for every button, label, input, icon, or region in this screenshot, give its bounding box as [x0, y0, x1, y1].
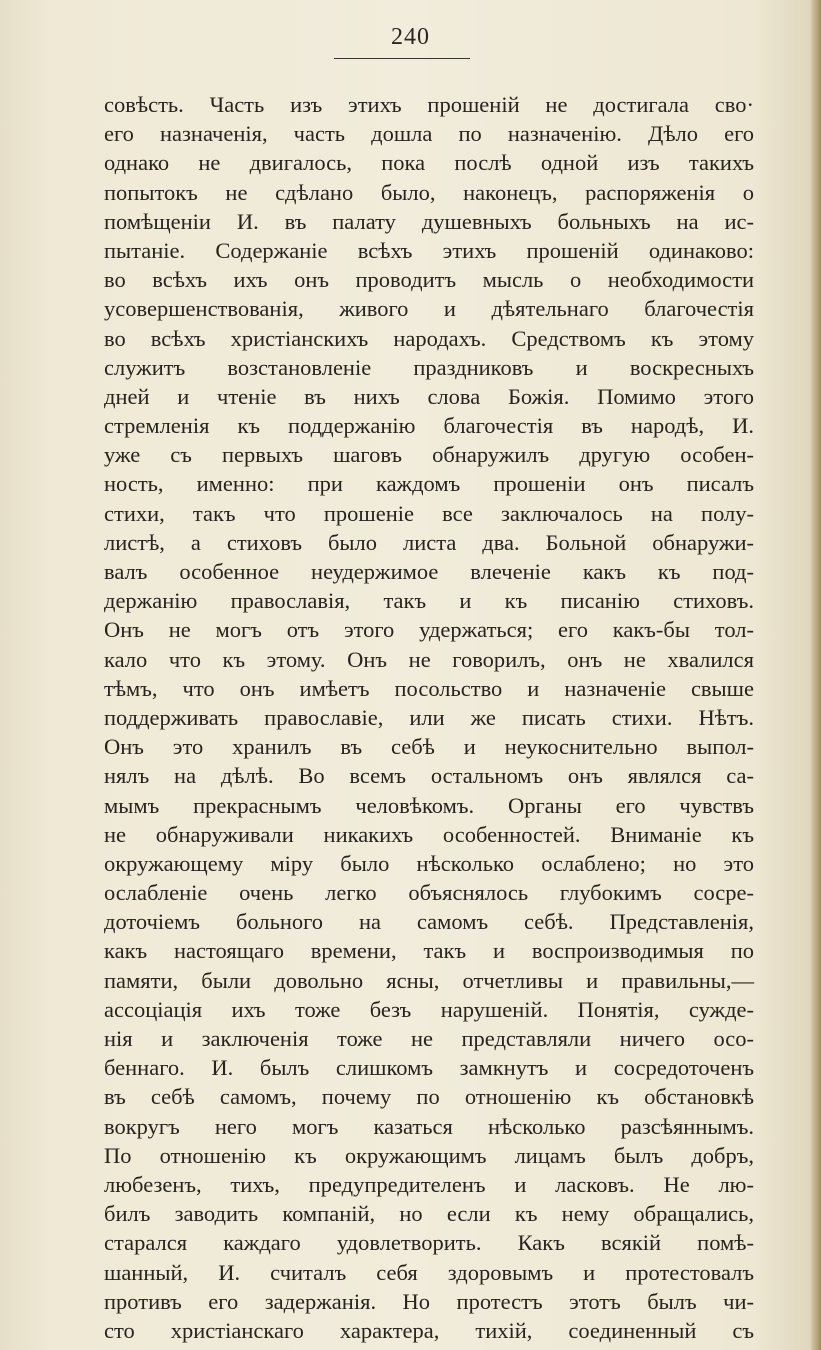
- text-line: во всѣхъ ихъ онъ проводитъ мысль о необходимости: [104, 267, 754, 293]
- body-text: [104, 90, 754, 1345]
- text-line: тѣмъ, что онъ имѣетъ посольство и назначенiе свыше: [104, 675, 754, 701]
- text-line: нялъ на дѣлѣ. Во всемъ остальномъ онъ являлся са-: [104, 763, 754, 789]
- text-line: совѣсть. Часть изъ этихъ прошенiй не достигала сво·: [104, 92, 754, 117]
- text-line: помѣщенiи И. въ палату душевныхъ больныхъ на ис-: [104, 208, 754, 234]
- header-rule: [334, 58, 470, 59]
- text-line: окружающему мiру было нѣсколько ослаблено; но это: [104, 850, 754, 876]
- text-line: мымъ прекраснымъ человѣкомъ. Органы его чувствъ: [104, 792, 754, 818]
- page-number: 240: [391, 24, 430, 50]
- text-line: пытанiе. Содержанiе всѣхъ этихъ прошенiй одинаково:: [104, 237, 754, 263]
- text-line: какъ настоящаго времени, такъ и воспроизводимыя по: [104, 938, 754, 964]
- text-line: кало что къ этому. Онъ не говорилъ, онъ не хвалился: [104, 646, 754, 672]
- text-line: дней и чтенiе въ нихъ слова Божiя. Помимо этого: [104, 383, 754, 409]
- text-line: По отношенiю къ окружающимъ лицамъ былъ добръ,: [104, 1142, 754, 1168]
- text-line: валъ особенное неудержимое влеченiе какъ къ под-: [104, 559, 754, 584]
- text-line: памяти, были довольно ясны, отчетливы и правильны,—: [104, 967, 754, 993]
- text-line: доточiемъ больного на самомъ себѣ. Представленiя,: [104, 909, 754, 935]
- text-line: служитъ возстановленiе праздниковъ и воскресныхъ: [104, 354, 754, 380]
- text-line: билъ заводить компанiй, но если къ нему обращались,: [104, 1201, 754, 1227]
- text-line: усовершенствованiя, живого и дѣятельнаго благочестiя: [104, 296, 754, 322]
- text-line: стихи, такъ что прошенiе все заключалось на полу-: [104, 500, 754, 526]
- text-line: Онъ не могъ отъ этого удержаться; его какъ-бы тол-: [104, 617, 754, 643]
- text-line: поддерживать православiе, или же писать стихи. Нѣтъ.: [104, 704, 754, 730]
- text-line: листѣ, а стиховъ было листа два. Больной обнаружи-: [104, 529, 754, 555]
- text-line: ослабленiе очень легко объяснялось глубокимъ сосре-: [104, 880, 754, 906]
- text-line: беннаго. И. былъ слишкомъ замкнутъ и сосредоточенъ: [104, 1055, 754, 1081]
- text-line: Онъ это хранилъ въ себѣ и неукоснительно выпол-: [104, 734, 754, 760]
- text-line: попытокъ не сдѣлано было, наконецъ, распоряженiя о: [104, 179, 754, 205]
- text-line: шанный, И. считалъ себя здоровымъ и протестовалъ: [104, 1259, 754, 1285]
- text-line: въ себѣ самомъ, почему по отношенiю къ обстановкѣ: [104, 1084, 754, 1110]
- text-line: не обнаруживали никакихъ особенностей. Вниманiе къ: [104, 821, 754, 847]
- text-line: ность, именно: при каждомъ прошенiи онъ писалъ: [104, 471, 754, 497]
- text-line: вокругъ него могъ казаться нѣсколько разсѣяннымъ.: [104, 1113, 754, 1139]
- text-line: ассоцiацiя ихъ тоже безъ нарушенiй. Понятiя, сужде-: [104, 996, 754, 1022]
- text-line: старался каждаго удовлетворить. Какъ всякiй помѣ-: [104, 1230, 754, 1256]
- text-line: однако не двигалось, пока послѣ одной изъ такихъ: [104, 150, 754, 176]
- text-line: нiя и заключенiя тоже не представляли ничего осо-: [104, 1026, 754, 1051]
- text-line: стремленiя къ поддержанiю благочестiя въ народѣ, И.: [104, 413, 754, 439]
- text-line: уже съ первыхъ шаговъ обнаружилъ другую особен-: [104, 442, 754, 468]
- text-line: сто христiанскаго характера, тихiй, соединенный съ: [104, 1317, 754, 1343]
- text-line: любезенъ, тихъ, предупредителенъ и ласковъ. Не лю-: [104, 1171, 754, 1197]
- text-line: во всѣхъ христiанскихъ народахъ. Средствомъ къ этому: [104, 325, 754, 351]
- text-line: противъ его задержанiя. Но протестъ этотъ былъ чи-: [104, 1288, 754, 1314]
- page-edge: [811, 0, 821, 1350]
- text-line: держанiю православiя, такъ и къ писанiю стиховъ.: [104, 588, 754, 614]
- text-line: его назначенiя, часть дошла по назначенiю. Дѣло его: [104, 121, 754, 147]
